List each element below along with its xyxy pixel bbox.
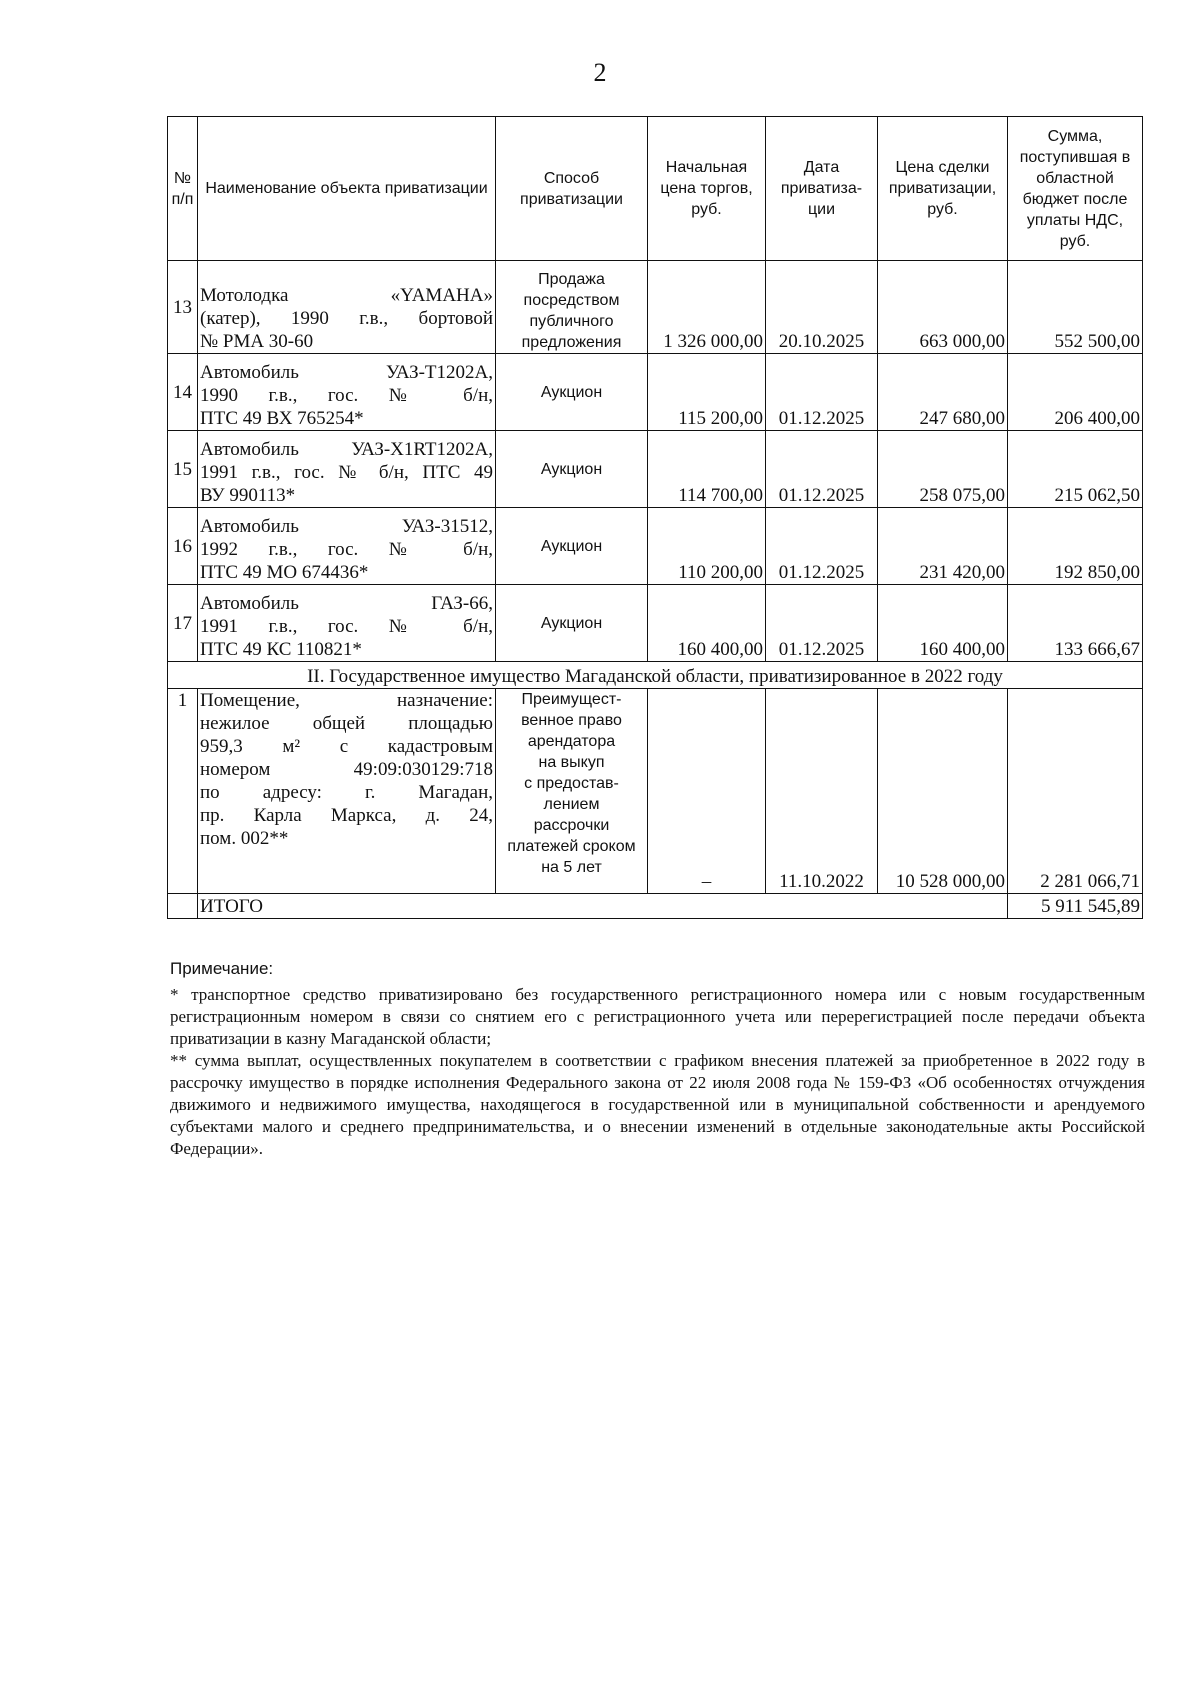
method-line: с предостав- xyxy=(524,775,619,792)
header-start-price: Начальная цена торгов, руб. xyxy=(648,117,766,261)
section-2-title: II. Государственное имущество Магаданской области, приватизированное в 2022 году xyxy=(168,662,1143,689)
row-name xyxy=(198,689,496,894)
name-line: ПТС 49 ВХ 765254* xyxy=(200,408,364,429)
name-line: Автомобиль УАЗ-Т1202А, xyxy=(200,362,493,383)
total-value: 5 911 545,89 xyxy=(1008,894,1143,919)
header-budget: Сумма, поступившая в областной бюджет после уплаты НДС, руб. xyxy=(1008,117,1143,261)
row-start-price: 115 200,00 xyxy=(648,354,766,431)
notes xyxy=(170,958,1145,1160)
row-name xyxy=(198,508,496,585)
name-line: пр. Карла Маркса, д. 24, xyxy=(200,805,493,826)
notes-heading: Примечание: xyxy=(170,959,274,978)
row-method: Аукцион xyxy=(496,508,648,585)
row-budget: 2 281 066,71 xyxy=(1008,689,1143,894)
method-line: лением xyxy=(543,796,600,813)
row-num: 17 xyxy=(168,585,198,662)
page-number: 2 xyxy=(593,58,607,87)
header-method: Способ приватизации xyxy=(496,117,648,261)
note-2: ** сумма выплат, осуществленных покупателем в соответствии с графиком внесения платежей за приобретенное в 2022 году в рассрочку имущество в порядке исполнения Федерального закона от 22 июля 2008 года № 159-ФЗ «Об особенностях отчуждения движимого и недвижимого имущества, находящегося в государственной или в муниципальной собственности и арендуемого субъектами малого и среднего предпринимательства, и о внесении изменений в отдельные законодательные акты Российской Федерации». xyxy=(170,1051,1145,1158)
name-line: 1991 г.в., гос. № б/н, xyxy=(200,616,493,637)
row-start-price: – xyxy=(648,689,766,894)
row-budget: 552 500,00 xyxy=(1008,261,1143,354)
note-1: * транспортное средство приватизировано без государственного регистрационного номера или с новым государственным регистрационным номером в связи со снятием его с регистрационного учета или перерегистрацией после передачи объекта приватизации в казну Магаданской области; xyxy=(170,985,1145,1048)
row-method: Аукцион xyxy=(496,431,648,508)
total-row xyxy=(168,894,1143,919)
table-row xyxy=(168,508,1143,585)
row-deal-price: 10 528 000,00 xyxy=(878,689,1008,894)
row-num: 1 xyxy=(168,689,198,894)
row-method xyxy=(496,689,648,894)
name-line: по адресу: г. Магадан, xyxy=(200,782,493,803)
table-row xyxy=(168,261,1143,354)
name-line: 1990 г.в., гос. № б/н, xyxy=(200,385,493,406)
row-name xyxy=(198,431,496,508)
section-2-row xyxy=(168,662,1143,689)
table-row xyxy=(168,585,1143,662)
row-deal-price: 663 000,00 xyxy=(878,261,1008,354)
method-line: венное право xyxy=(521,712,622,729)
header-row xyxy=(168,117,1143,261)
row-num: 14 xyxy=(168,354,198,431)
row-start-price: 1 326 000,00 xyxy=(648,261,766,354)
name-line: 1992 г.в., гос. № б/н, xyxy=(200,539,493,560)
row-budget: 192 850,00 xyxy=(1008,508,1143,585)
header-name: Наименование объекта приватизации xyxy=(198,117,496,261)
name-line: нежилое общей площадью xyxy=(200,713,493,734)
method-line: арендатора xyxy=(527,733,616,750)
row-num: 15 xyxy=(168,431,198,508)
row-date: 11.10.2022 xyxy=(766,689,878,894)
header-num: № п/п xyxy=(168,117,198,261)
table-row xyxy=(168,354,1143,431)
name-line: Автомобиль УАЗ-X1RT1202A, xyxy=(200,439,493,460)
table-row xyxy=(168,689,1143,894)
name-line: Помещение, назначение: xyxy=(200,690,493,711)
method-line: Преимущест- xyxy=(521,691,622,708)
total-label: ИТОГО xyxy=(198,894,1008,919)
table-row xyxy=(168,431,1143,508)
row-date: 01.12.2025 xyxy=(766,508,878,585)
row-deal-price: 258 075,00 xyxy=(878,431,1008,508)
row-name xyxy=(198,585,496,662)
row-name xyxy=(198,354,496,431)
row-num: 13 xyxy=(168,261,198,354)
row-deal-price: 231 420,00 xyxy=(878,508,1008,585)
row-date: 20.10.2025 xyxy=(766,261,878,354)
row-date: 01.12.2025 xyxy=(766,354,878,431)
row-date: 01.12.2025 xyxy=(766,431,878,508)
method-line: на выкуп xyxy=(538,754,605,771)
total-empty xyxy=(168,894,198,919)
name-line: ПТС 49 КС 110821* xyxy=(200,639,362,660)
method-line: на 5 лет xyxy=(541,859,602,876)
row-method: Аукцион xyxy=(496,585,648,662)
privatization-table xyxy=(167,116,1143,919)
name-line: 959,3 м² с кадастровым xyxy=(200,736,493,757)
name-line: Автомобиль ГАЗ-66, xyxy=(200,593,493,614)
row-deal-price: 160 400,00 xyxy=(878,585,1008,662)
header-date: Дата приватиза-ции xyxy=(766,117,878,261)
name-line: 1991 г.в., гос. № б/н, ПТС 49 xyxy=(200,462,493,483)
name-line: Мотолодка «YAMAHA» xyxy=(200,285,493,306)
row-name xyxy=(198,261,496,354)
method-line: рассрочки xyxy=(533,817,610,834)
name-line: номером 49:09:030129:718 xyxy=(200,759,493,780)
header-deal-price: Цена сделки приватизации, руб. xyxy=(878,117,1008,261)
row-num: 16 xyxy=(168,508,198,585)
row-start-price: 110 200,00 xyxy=(648,508,766,585)
name-line: пом. 002** xyxy=(200,828,289,849)
row-deal-price: 247 680,00 xyxy=(878,354,1008,431)
row-method: Аукцион xyxy=(496,354,648,431)
name-line: Автомобиль УАЗ-31512, xyxy=(200,516,493,537)
name-line: ВУ 990113* xyxy=(200,485,296,506)
row-start-price: 160 400,00 xyxy=(648,585,766,662)
row-budget: 206 400,00 xyxy=(1008,354,1143,431)
row-method: Продажа посредством публичного предложения xyxy=(496,261,648,354)
name-line: ПТС 49 МО 674436* xyxy=(200,562,369,583)
row-budget: 133 666,67 xyxy=(1008,585,1143,662)
name-line: № РМА 30-60 xyxy=(200,331,314,352)
row-date: 01.12.2025 xyxy=(766,585,878,662)
name-line: (катер), 1990 г.в., бортовой xyxy=(200,308,493,329)
row-start-price: 114 700,00 xyxy=(648,431,766,508)
method-line: платежей сроком xyxy=(507,838,636,855)
row-budget: 215 062,50 xyxy=(1008,431,1143,508)
